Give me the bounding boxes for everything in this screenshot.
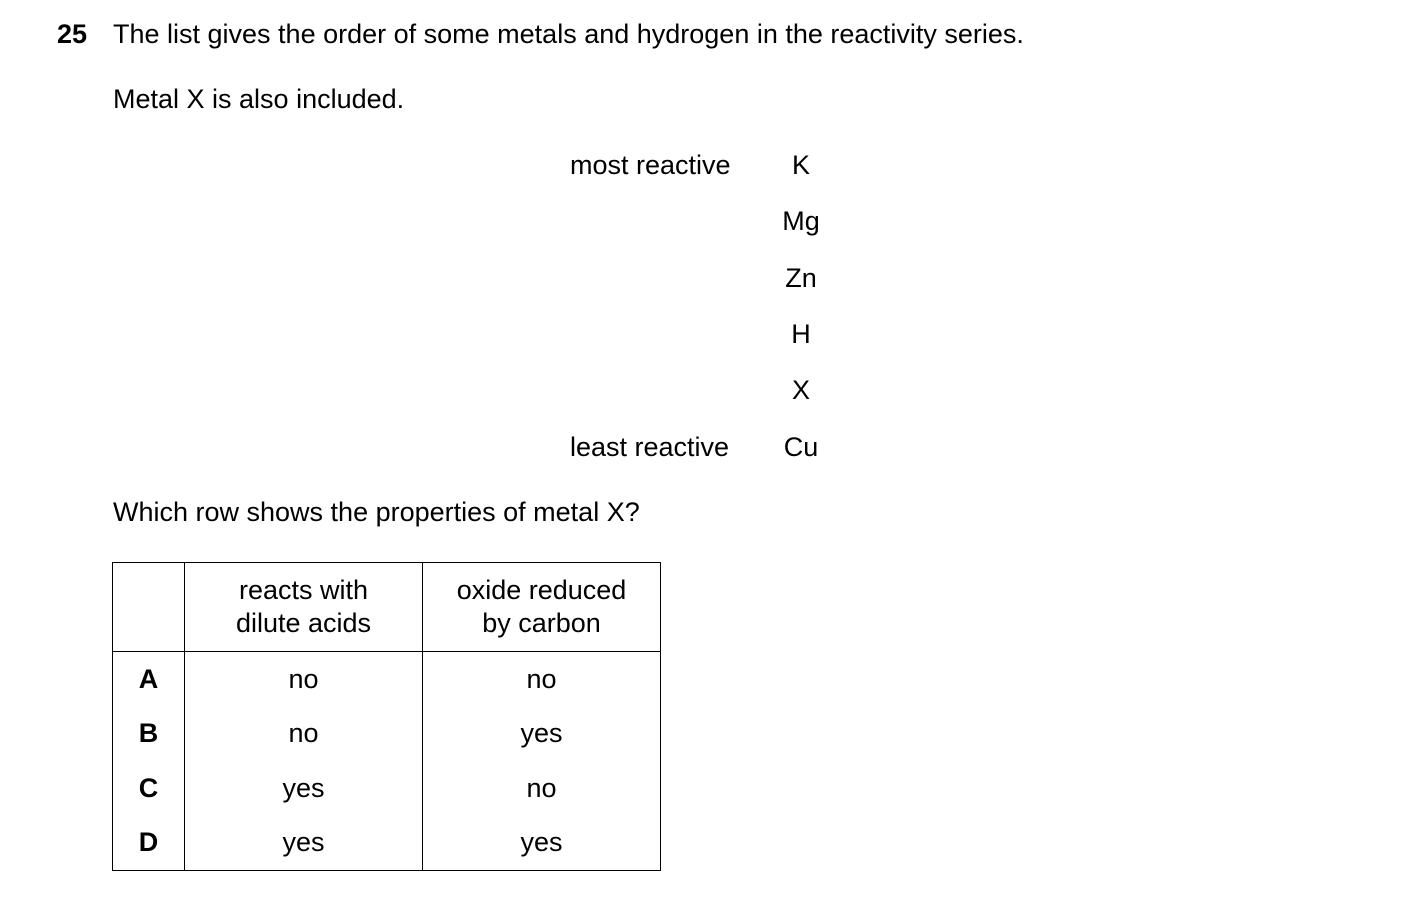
question-number: 25	[57, 19, 88, 49]
option-letter: D	[113, 816, 185, 871]
header-text-line: oxide reduced	[456, 575, 627, 605]
table-row[interactable]	[113, 761, 661, 816]
series-symbol: Mg	[782, 206, 820, 236]
option-letter: B	[113, 707, 185, 762]
header-text-line: reacts with	[238, 575, 369, 605]
acids-cell: yes	[185, 761, 423, 816]
header-text-line: by carbon	[482, 608, 601, 638]
table-row[interactable]	[113, 707, 661, 762]
carbon-cell: no	[423, 652, 661, 707]
series-symbol: H	[791, 319, 811, 349]
least-reactive-label: least reactive	[570, 432, 730, 462]
series-symbol: K	[791, 150, 810, 180]
carbon-cell: yes	[423, 816, 661, 871]
series-symbol: Cu	[783, 432, 819, 462]
series-symbol: X	[791, 375, 810, 405]
acids-cell: yes	[185, 816, 423, 871]
question-stem: The list gives the order of some metals and hydrogen in the reactivity series.	[113, 19, 1024, 49]
acids-cell: no	[185, 707, 423, 762]
answer-options-table	[112, 562, 661, 871]
table-row[interactable]	[113, 652, 661, 707]
acids-cell: no	[185, 652, 423, 707]
header-reacts-with-dilute-acids	[185, 563, 423, 652]
header-text-line: dilute acids	[235, 608, 372, 638]
table-header-row	[113, 563, 661, 652]
most-reactive-label: most reactive	[570, 150, 731, 180]
carbon-cell: yes	[423, 707, 661, 762]
table-row[interactable]	[113, 816, 661, 871]
carbon-cell: no	[423, 761, 661, 816]
header-blank	[113, 563, 185, 652]
question-note: Metal X is also included.	[113, 84, 405, 114]
option-letter: C	[113, 761, 185, 816]
question-prompt: Which row shows the properties of metal X?	[113, 497, 640, 527]
option-letter: A	[113, 652, 185, 707]
header-oxide-reduced-by-carbon	[423, 563, 661, 652]
series-symbol: Zn	[785, 263, 817, 293]
